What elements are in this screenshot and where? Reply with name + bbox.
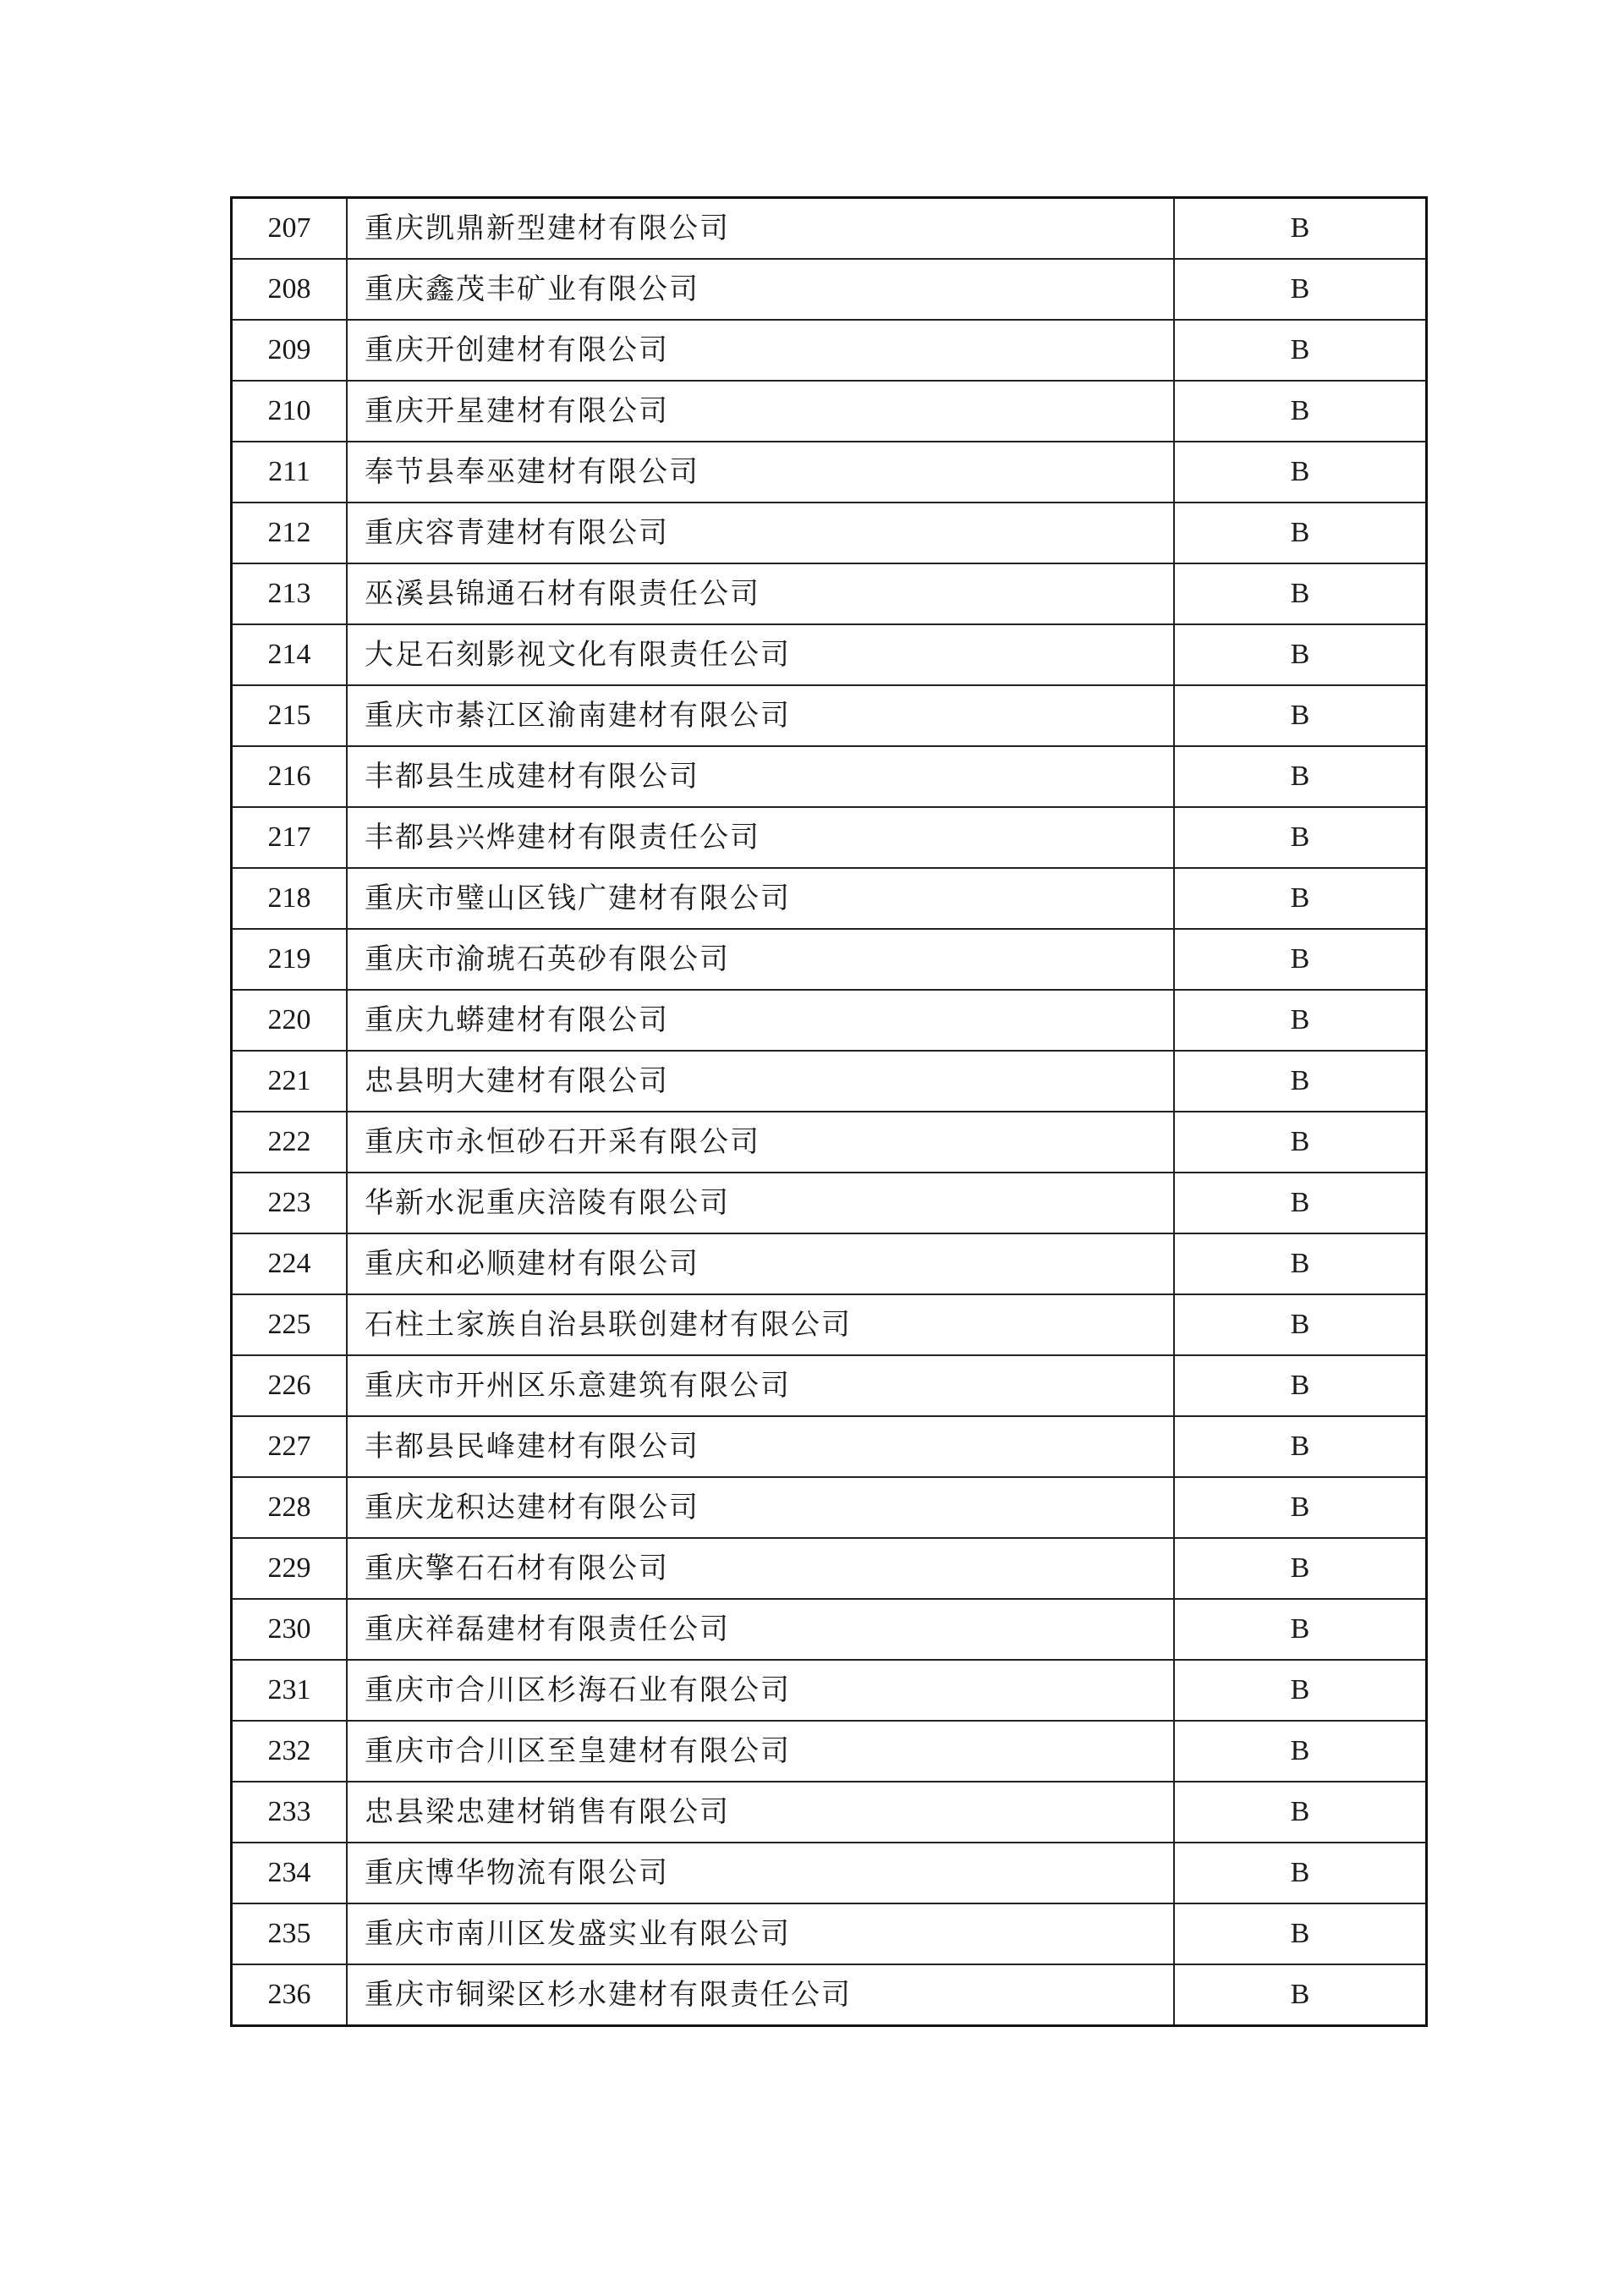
row-number-cell: 214 xyxy=(232,624,348,685)
table-row xyxy=(232,746,1427,807)
table-row xyxy=(232,259,1427,320)
table-row xyxy=(232,320,1427,381)
row-number-cell: 223 xyxy=(232,1173,348,1233)
grade-cell: B xyxy=(1174,1355,1427,1416)
grade-cell: B xyxy=(1174,807,1427,868)
table-row xyxy=(232,503,1427,563)
company-name-cell: 丰都县兴烨建材有限责任公司 xyxy=(347,807,1174,868)
table-row xyxy=(232,442,1427,503)
row-number-cell: 232 xyxy=(232,1721,348,1782)
grade-cell: B xyxy=(1174,503,1427,563)
company-name-cell: 华新水泥重庆涪陵有限公司 xyxy=(347,1173,1174,1233)
company-name-cell: 重庆凯鼎新型建材有限公司 xyxy=(347,198,1174,260)
row-number-cell: 213 xyxy=(232,563,348,624)
row-number-cell: 228 xyxy=(232,1477,348,1538)
row-number-cell: 217 xyxy=(232,807,348,868)
company-name-cell: 重庆开创建材有限公司 xyxy=(347,320,1174,381)
row-number-cell: 231 xyxy=(232,1660,348,1721)
company-name-cell: 重庆龙积达建材有限公司 xyxy=(347,1477,1174,1538)
grade-cell: B xyxy=(1174,1051,1427,1112)
table-row xyxy=(232,868,1427,929)
grade-cell: B xyxy=(1174,746,1427,807)
table-row xyxy=(232,1477,1427,1538)
table-row xyxy=(232,563,1427,624)
grade-cell: B xyxy=(1174,1416,1427,1477)
company-name-cell: 重庆擎石石材有限公司 xyxy=(347,1538,1174,1599)
company-name-cell: 丰都县生成建材有限公司 xyxy=(347,746,1174,807)
table-row xyxy=(232,1538,1427,1599)
table-row xyxy=(232,1964,1427,2026)
grade-cell: B xyxy=(1174,990,1427,1051)
table-row xyxy=(232,1112,1427,1173)
grade-cell: B xyxy=(1174,1173,1427,1233)
grade-cell: B xyxy=(1174,1782,1427,1843)
grade-cell: B xyxy=(1174,320,1427,381)
table-row xyxy=(232,381,1427,442)
row-number-cell: 229 xyxy=(232,1538,348,1599)
company-name-cell: 重庆鑫茂丰矿业有限公司 xyxy=(347,259,1174,320)
company-name-cell: 重庆九蟒建材有限公司 xyxy=(347,990,1174,1051)
table-row xyxy=(232,1782,1427,1843)
grade-cell: B xyxy=(1174,1294,1427,1355)
row-number-cell: 226 xyxy=(232,1355,348,1416)
table-body xyxy=(232,198,1427,2026)
company-name-cell: 重庆市铜梁区杉水建材有限责任公司 xyxy=(347,1964,1174,2026)
company-name-cell: 重庆市开州区乐意建筑有限公司 xyxy=(347,1355,1174,1416)
company-name-cell: 重庆市綦江区渝南建材有限公司 xyxy=(347,685,1174,746)
row-number-cell: 236 xyxy=(232,1964,348,2026)
grade-cell: B xyxy=(1174,624,1427,685)
row-number-cell: 230 xyxy=(232,1599,348,1660)
company-name-cell: 重庆市璧山区钱广建材有限公司 xyxy=(347,868,1174,929)
grade-cell: B xyxy=(1174,685,1427,746)
grade-cell: B xyxy=(1174,868,1427,929)
grade-cell: B xyxy=(1174,1112,1427,1173)
table-row xyxy=(232,1173,1427,1233)
table-row xyxy=(232,1721,1427,1782)
row-number-cell: 218 xyxy=(232,868,348,929)
row-number-cell: 234 xyxy=(232,1843,348,1903)
grade-cell: B xyxy=(1174,1660,1427,1721)
grade-cell: B xyxy=(1174,1903,1427,1964)
table-row xyxy=(232,807,1427,868)
row-number-cell: 219 xyxy=(232,929,348,990)
company-name-cell: 重庆市合川区杉海石业有限公司 xyxy=(347,1660,1174,1721)
company-name-cell: 巫溪县锦通石材有限责任公司 xyxy=(347,563,1174,624)
grade-cell: B xyxy=(1174,1233,1427,1294)
grade-cell: B xyxy=(1174,929,1427,990)
company-name-cell: 石柱土家族自治县联创建材有限公司 xyxy=(347,1294,1174,1355)
company-name-cell: 重庆和必顺建材有限公司 xyxy=(347,1233,1174,1294)
company-name-cell: 重庆市永恒砂石开采有限公司 xyxy=(347,1112,1174,1173)
company-name-cell: 忠县梁忠建材销售有限公司 xyxy=(347,1782,1174,1843)
company-name-cell: 重庆市合川区至皇建材有限公司 xyxy=(347,1721,1174,1782)
table-row xyxy=(232,1355,1427,1416)
grade-cell: B xyxy=(1174,381,1427,442)
row-number-cell: 211 xyxy=(232,442,348,503)
company-name-cell: 重庆容青建材有限公司 xyxy=(347,503,1174,563)
row-number-cell: 209 xyxy=(232,320,348,381)
company-rating-table xyxy=(230,196,1428,2027)
company-name-cell: 重庆博华物流有限公司 xyxy=(347,1843,1174,1903)
row-number-cell: 208 xyxy=(232,259,348,320)
row-number-cell: 235 xyxy=(232,1903,348,1964)
row-number-cell: 207 xyxy=(232,198,348,260)
table-row xyxy=(232,990,1427,1051)
table-row xyxy=(232,624,1427,685)
grade-cell: B xyxy=(1174,442,1427,503)
table-row xyxy=(232,1051,1427,1112)
row-number-cell: 227 xyxy=(232,1416,348,1477)
row-number-cell: 212 xyxy=(232,503,348,563)
company-name-cell: 重庆市南川区发盛实业有限公司 xyxy=(347,1903,1174,1964)
grade-cell: B xyxy=(1174,259,1427,320)
table-row xyxy=(232,1660,1427,1721)
row-number-cell: 225 xyxy=(232,1294,348,1355)
grade-cell: B xyxy=(1174,563,1427,624)
table-row xyxy=(232,1233,1427,1294)
company-name-cell: 重庆开星建材有限公司 xyxy=(347,381,1174,442)
company-name-cell: 丰都县民峰建材有限公司 xyxy=(347,1416,1174,1477)
grade-cell: B xyxy=(1174,1477,1427,1538)
table-row xyxy=(232,1843,1427,1903)
table-row xyxy=(232,1903,1427,1964)
row-number-cell: 216 xyxy=(232,746,348,807)
company-name-cell: 忠县明大建材有限公司 xyxy=(347,1051,1174,1112)
company-name-cell: 重庆祥磊建材有限责任公司 xyxy=(347,1599,1174,1660)
grade-cell: B xyxy=(1174,198,1427,260)
row-number-cell: 220 xyxy=(232,990,348,1051)
company-name-cell: 大足石刻影视文化有限责任公司 xyxy=(347,624,1174,685)
row-number-cell: 224 xyxy=(232,1233,348,1294)
table-row xyxy=(232,685,1427,746)
table-row xyxy=(232,1294,1427,1355)
company-name-cell: 重庆市渝琥石英砂有限公司 xyxy=(347,929,1174,990)
row-number-cell: 233 xyxy=(232,1782,348,1843)
grade-cell: B xyxy=(1174,1538,1427,1599)
table-row xyxy=(232,1416,1427,1477)
table-row xyxy=(232,929,1427,990)
row-number-cell: 222 xyxy=(232,1112,348,1173)
row-number-cell: 221 xyxy=(232,1051,348,1112)
company-name-cell: 奉节县奉巫建材有限公司 xyxy=(347,442,1174,503)
row-number-cell: 215 xyxy=(232,685,348,746)
table-row xyxy=(232,198,1427,260)
grade-cell: B xyxy=(1174,1599,1427,1660)
grade-cell: B xyxy=(1174,1964,1427,2026)
grade-cell: B xyxy=(1174,1843,1427,1903)
table-row xyxy=(232,1599,1427,1660)
row-number-cell: 210 xyxy=(232,381,348,442)
grade-cell: B xyxy=(1174,1721,1427,1782)
